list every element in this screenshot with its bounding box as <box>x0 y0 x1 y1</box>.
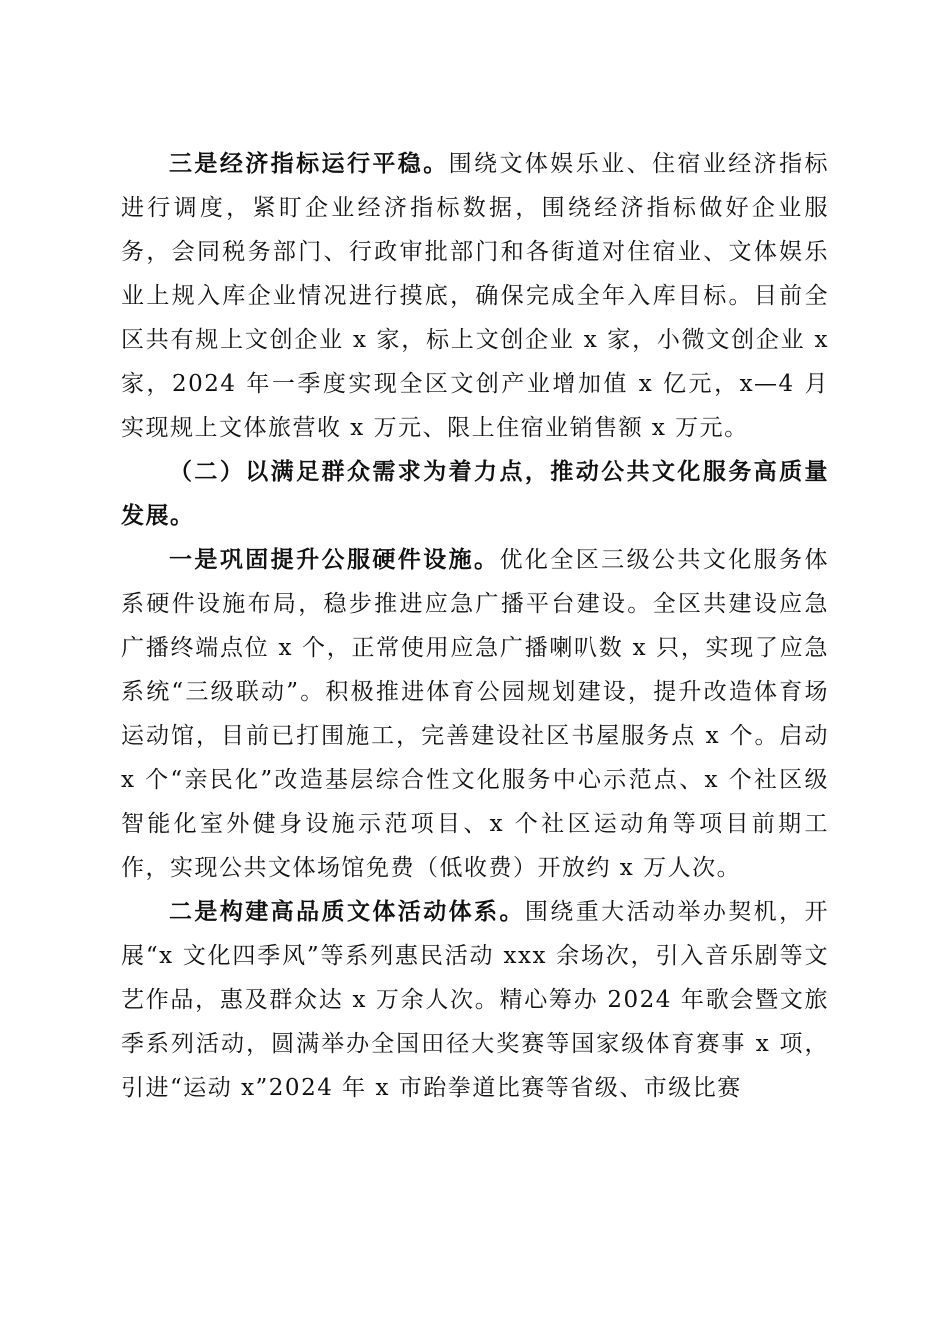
paragraph-lead: 一是巩固提升公服硬件设施。 <box>169 546 500 573</box>
paragraph-text: 围绕重大活动举办契机，开展“x 文化四季风”等系列惠民活动 xxx 余场次，引入音乐剧等文艺作品，惠及群众达 x 万余人次。精心筹办 2024 年歌会暨文旅季系列活动，圆满举办全国田径大奖赛等国家级体育赛事 x 项，引进“运动 x”2024 年 x 市跆拳道比赛等省级、市级比赛 <box>121 899 830 1101</box>
paragraph-lead: 二是构建高品质文体活动体系。 <box>169 898 525 925</box>
paragraph-economic-indicators <box>121 142 829 450</box>
section-heading-text: （二）以满足群众需求为着力点，推动公共文化服务高质量发展。 <box>121 458 829 529</box>
document-body <box>121 142 829 1110</box>
paragraph-facilities <box>121 538 829 890</box>
paragraph-text: 优化全区三级公共文化服务体系硬件设施布局，稳步推进应急广播平台建设。全区共建设应急广播终端点位 x 个，正常使用应急广播喇叭数 x 只，实现了应急系统“三级联动”。积极推进体育公园规划建设，提升改造体育场运动馆，目前已打围施工，完善建设社区书屋服务点 x 个。启动 x 个“亲民化”改造基层综合性文化服务中心示范点、x 个社区级智能化室外健身设施示范项目、x 个社区运动角等项目前期工作，实现公共文体场馆免费（低收费）开放约 x 万人次。 <box>121 547 830 881</box>
paragraph-lead: 三是经济指标运行平稳。 <box>169 150 449 177</box>
section-heading-public-culture <box>121 450 829 538</box>
paragraph-activities <box>121 890 829 1110</box>
paragraph-text: 围绕文体娱乐业、住宿业经济指标进行调度，紧盯企业经济指标数据，围绕经济指标做好企业服务，会同税务部门、行政审批部门和各街道对住宿业、文体娱乐业上规入库企业情况进行摸底，确保完成全年入库目标。目前全区共有规上文创企业 x 家，标上文创企业 x 家，小微文创企业 x 家，2024 年一季度实现全区文创产业增加值 x 亿元，x—4 月实现规上文体旅营收 x 万元、限上住宿业销售额 x 万元。 <box>121 151 830 441</box>
